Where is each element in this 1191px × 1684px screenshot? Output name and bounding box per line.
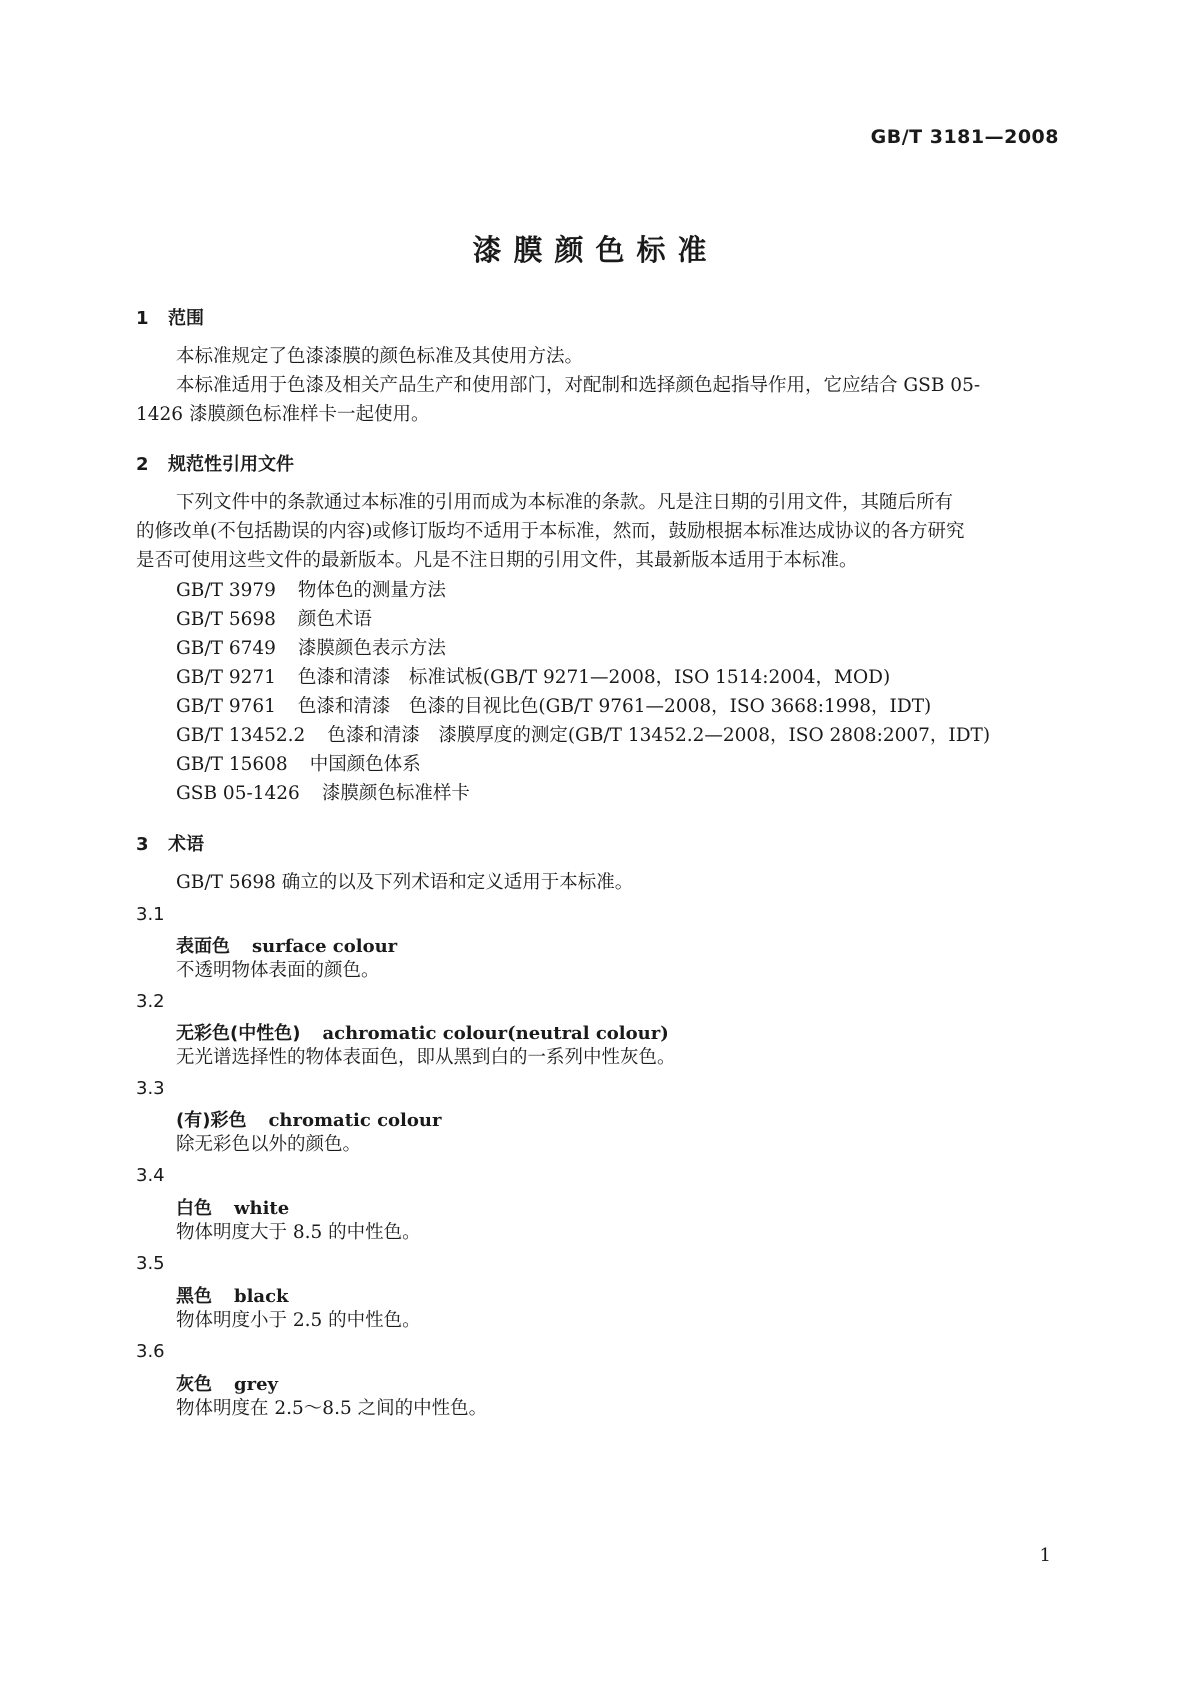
paragraph: GB/T 5698 确立的以及下列术语和定义适用于本标准。 — [176, 872, 634, 893]
reference-item — [176, 575, 446, 607]
reference-title: 色漆和清漆 标准试板(GB/T 9271—2008，ISO 1514:2004，MOD) — [297, 667, 891, 688]
term-en: chromatic colour — [268, 1110, 442, 1131]
clause-number: 3.2 — [136, 991, 165, 1012]
term-definition: 无光谱选择性的物体表面色，即从黑到白的一系列中性灰色。 — [176, 1047, 676, 1068]
term-en: surface colour — [252, 936, 398, 957]
reference-code: GSB 05-1426 — [176, 783, 300, 804]
reference-item — [176, 749, 421, 781]
term-zh: 黑色 — [176, 1286, 212, 1307]
clause-number: 3.4 — [136, 1165, 165, 1186]
reference-title: 漆膜颜色表示方法 — [297, 638, 446, 659]
term-zh: 表面色 — [176, 936, 230, 957]
page-number: 1 — [1039, 1545, 1051, 1566]
term-zh: 白色 — [176, 1198, 212, 1219]
clause-number: 3.6 — [136, 1341, 165, 1362]
paragraph-continuation: 1426 漆膜颜色标准样卡一起使用。 — [136, 404, 430, 425]
paragraph: 下列文件中的条款通过本标准的引用而成为本标准的条款。凡是注日期的引用文件，其随后所有 — [176, 492, 954, 513]
section-3-heading — [136, 830, 204, 856]
section-title: 范围 — [168, 308, 204, 329]
section-number: 1 — [136, 308, 149, 329]
term-definition: 物体明度在 2.5～8.5 之间的中性色。 — [176, 1398, 488, 1419]
term-definition: 物体明度小于 2.5 的中性色。 — [176, 1310, 421, 1331]
reference-code: GB/T 3979 — [176, 580, 276, 601]
reference-code: GB/T 15608 — [176, 754, 288, 775]
reference-code: GB/T 9761 — [176, 696, 276, 717]
reference-title: 漆膜颜色标准样卡 — [321, 783, 470, 804]
paragraph-continuation: 是否可使用这些文件的最新版本。凡是不注日期的引用文件，其最新版本适用于本标准。 — [136, 550, 858, 571]
section-2-heading — [136, 450, 294, 476]
term-zh: 无彩色(中性色) — [176, 1023, 301, 1044]
paragraph: 本标准规定了色漆漆膜的颜色标准及其使用方法。 — [176, 346, 584, 367]
section-number: 2 — [136, 454, 149, 475]
reference-item — [176, 720, 990, 752]
term-definition: 除无彩色以外的颜色。 — [176, 1134, 362, 1155]
document-title: 漆膜颜色标准 — [472, 233, 719, 267]
paragraph-continuation: 的修改单(不包括勘误的内容)或修订版均不适用于本标准，然而，鼓励根据本标准达成协议的各方研究 — [136, 521, 965, 542]
section-1-heading — [136, 304, 204, 330]
reference-title: 色漆和清漆 漆膜厚度的测定(GB/T 13452.2—2008，ISO 2808:2007，IDT) — [327, 725, 991, 746]
reference-title: 中国颜色体系 — [309, 754, 421, 775]
reference-title: 色漆和清漆 色漆的目视比色(GB/T 9761—2008，ISO 3668:1998，IDT) — [297, 696, 932, 717]
clause-number: 3.3 — [136, 1078, 165, 1099]
reference-item — [176, 691, 931, 723]
paragraph: 本标准适用于色漆及相关产品生产和使用部门，对配制和选择颜色起指导作用，它应结合 GSB 05- — [176, 375, 981, 396]
term-en: achromatic colour(neutral colour) — [322, 1023, 669, 1044]
reference-item — [176, 778, 470, 810]
section-title: 规范性引用文件 — [168, 454, 294, 475]
reference-code: GB/T 9271 — [176, 667, 276, 688]
reference-item — [176, 633, 446, 665]
reference-code: GB/T 6749 — [176, 638, 276, 659]
term-en: white — [234, 1198, 290, 1219]
term-en: grey — [234, 1374, 278, 1395]
term-definition: 不透明物体表面的颜色。 — [176, 960, 380, 981]
reference-title: 颜色术语 — [297, 609, 372, 630]
term-zh: 灰色 — [176, 1374, 212, 1395]
reference-title: 物体色的测量方法 — [297, 580, 446, 601]
term-definition: 物体明度大于 8.5 的中性色。 — [176, 1222, 421, 1243]
clause-number: 3.5 — [136, 1253, 165, 1274]
clause-number: 3.1 — [136, 904, 165, 925]
term-zh: (有)彩色 — [176, 1110, 247, 1131]
section-title: 术语 — [168, 834, 204, 855]
standard-number: GB/T 3181—2008 — [870, 126, 1059, 148]
section-number: 3 — [136, 834, 149, 855]
reference-item — [176, 604, 372, 636]
term-en: black — [234, 1286, 289, 1307]
reference-item — [176, 662, 890, 694]
reference-code: GB/T 5698 — [176, 609, 276, 630]
reference-code: GB/T 13452.2 — [176, 725, 306, 746]
